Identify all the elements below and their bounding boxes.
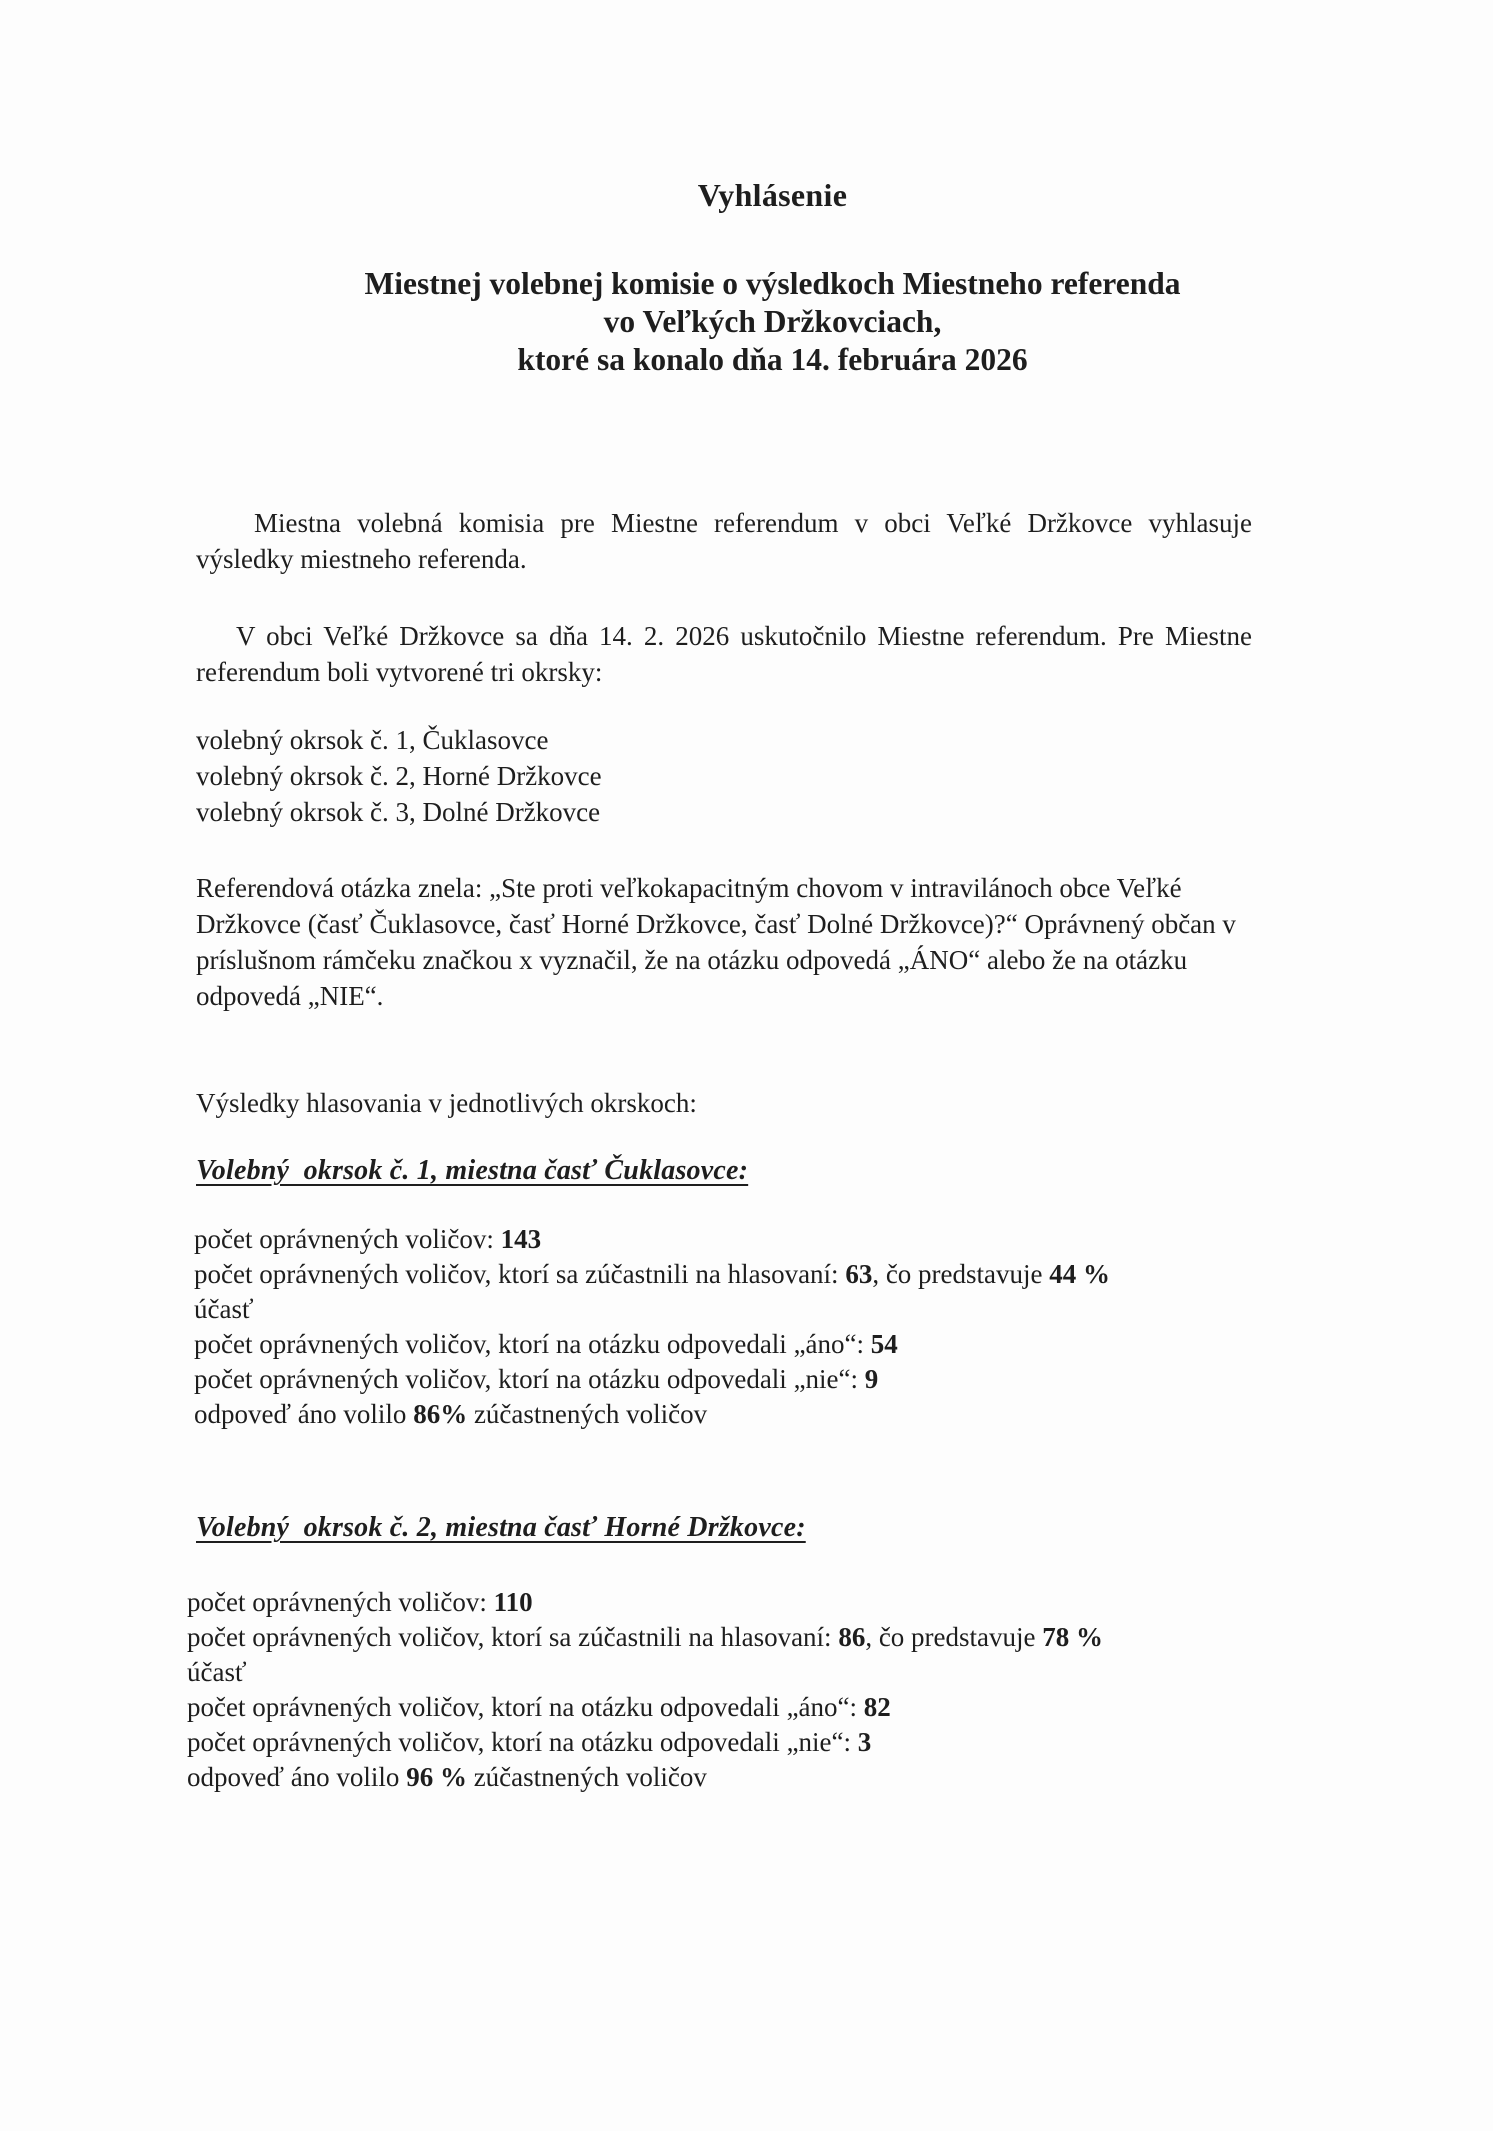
subtitle-line: Miestnej volebnej komisie o výsledkoch Miestneho referenda (364, 266, 1181, 301)
no-votes-value: 3 (857, 1727, 872, 1757)
eligible-voters-value: 110 (493, 1587, 533, 1617)
turnout-percent: 44 % (1049, 1259, 1110, 1289)
yes-votes-row: počet oprávnených voličov, ktorí na otázku odpovedali „áno“: 82 (187, 1692, 891, 1722)
intro-paragraph-2 (196, 618, 1252, 690)
yes-share-percent: 86% (413, 1399, 468, 1429)
yes-votes-value: 54 (870, 1329, 898, 1359)
referendum-question: Referendová otázka znela: „Ste proti veľkokapacitným chovom v intravilánoch obce Veľké Držkovce (časť Čuklasovce, časť Horné Držkovce, časť Dolné Držkovce)?“ Oprávnený občan v príslušnom rámčeku značkou x vyznačil, že na otázku odpovedá „ÁNO“ alebo že na otázku odpovedá „NIE“. (196, 873, 1236, 1011)
intro-paragraph-1 (196, 505, 1252, 577)
district-2-results (187, 1585, 1287, 1795)
district-item: volebný okrsok č. 1, Čuklasovce (196, 725, 549, 755)
no-votes-row: počet oprávnených voličov, ktorí na otázku odpovedali „nie“: 9 (194, 1364, 879, 1394)
yes-share-row: odpoveď áno volilo 96 % zúčastnených voličov (187, 1762, 707, 1792)
yes-share-percent: 96 % (406, 1762, 467, 1792)
district-list (196, 722, 602, 830)
turnout-value: 63 (845, 1259, 873, 1289)
subtitle-line: vo Veľkých Držkovciach, (603, 304, 942, 339)
turnout-percent: 78 % (1042, 1622, 1103, 1652)
intro-paragraph-2-text: V obci Veľké Držkovce sa dňa 14. 2. 2026 uskutočnilo Miestne referendum. Pre Miestne referendum boli vytvorené tri okrsky: (196, 621, 1252, 687)
turnout-row: počet oprávnených voličov, ktorí sa zúčastnili na hlasovaní: 63, čo predstavuje 44 % (194, 1259, 1110, 1289)
results-intro: Výsledky hlasovania v jednotlivých okrskoch: (196, 1088, 697, 1118)
yes-share-row: odpoveď áno volilo 86% zúčastnených voličov (194, 1399, 708, 1429)
district-item: volebný okrsok č. 3, Dolné Držkovce (196, 797, 601, 827)
eligible-voters-row: počet oprávnených voličov: 143 (194, 1224, 542, 1254)
district-2-heading: Volebný okrsok č. 2, miestna časť Horné Držkovce: (196, 1512, 806, 1543)
yes-votes-value: 82 (863, 1692, 891, 1722)
turnout-suffix: účasť (187, 1657, 247, 1687)
district-1-results (194, 1222, 1294, 1432)
intro-paragraph-1-text: Miestna volebná komisia pre Miestne referendum v obci Veľké Držkovce vyhlasuje výsledky miestneho referenda. (196, 508, 1252, 574)
turnout-row: počet oprávnených voličov, ktorí sa zúčastnili na hlasovaní: 86, čo predstavuje 78 % (187, 1622, 1103, 1652)
district-1-heading: Volebný okrsok č. 1, miestna časť Čuklasovce: (196, 1155, 749, 1186)
turnout-suffix: účasť (194, 1294, 254, 1324)
document-title: Vyhlásenie (697, 177, 848, 213)
no-votes-value: 9 (864, 1364, 879, 1394)
yes-votes-row: počet oprávnených voličov, ktorí na otázku odpovedali „áno“: 54 (194, 1329, 898, 1359)
eligible-voters-value: 143 (500, 1224, 542, 1254)
eligible-voters-row: počet oprávnených voličov: 110 (187, 1587, 533, 1617)
subtitle-line: ktoré sa konalo dňa 14. februára 2026 (517, 342, 1028, 377)
document-subtitle (0, 265, 1493, 379)
district-item: volebný okrsok č. 2, Horné Držkovce (196, 761, 602, 791)
no-votes-row: počet oprávnených voličov, ktorí na otázku odpovedali „nie“: 3 (187, 1727, 872, 1757)
turnout-value: 86 (838, 1622, 866, 1652)
